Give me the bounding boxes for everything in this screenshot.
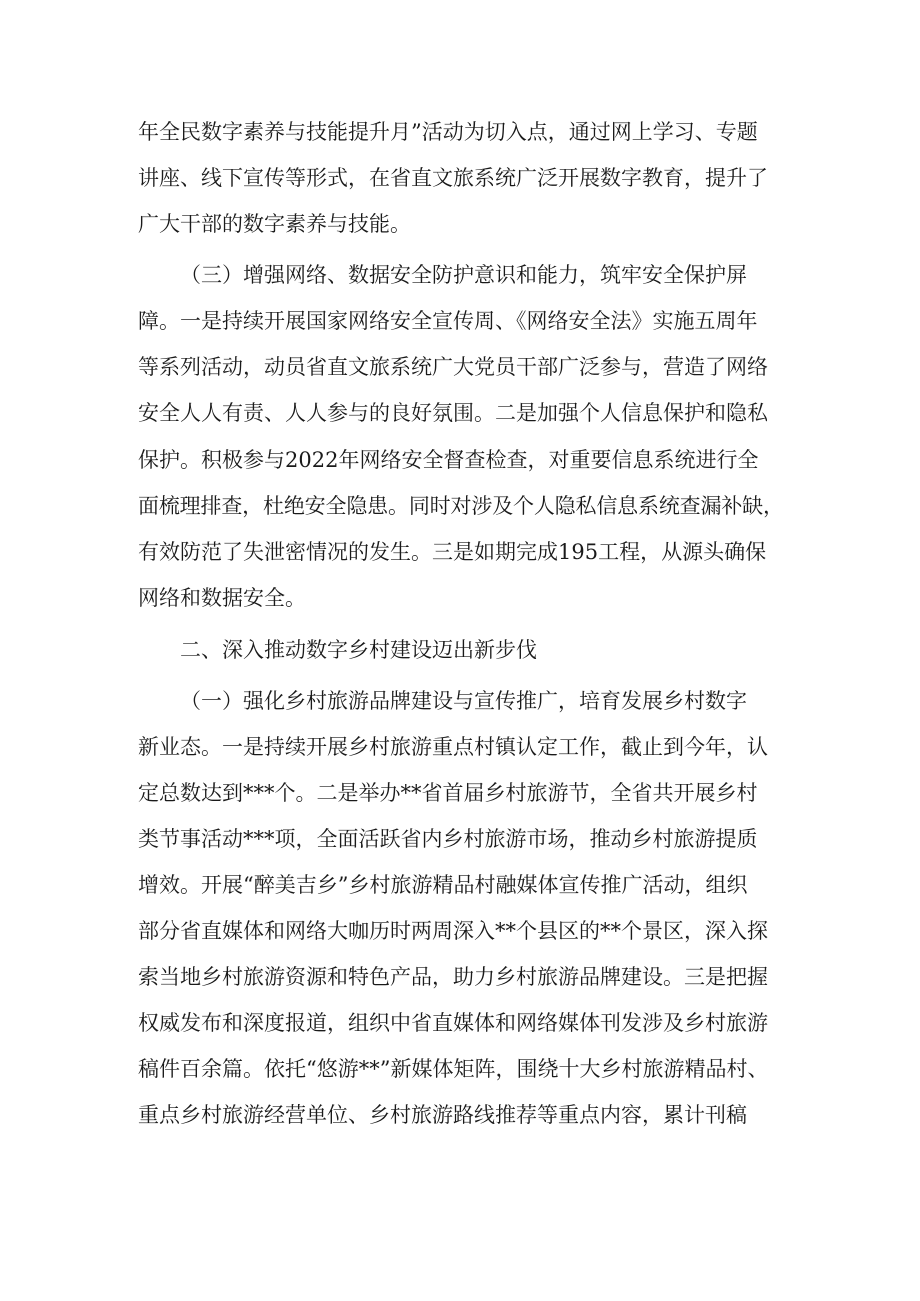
text-line-2: 讲座、线下宣传等形式，在省直文旅系统广泛开展数字教育，提升了 (138, 166, 768, 190)
text-line-8: 保护。积极参与2022年网络安全督查检查，对重要信息系统进行全 (138, 448, 759, 472)
subheading-line-1-1: （一）强化乡村旅游品牌建设与宣传推广，培育发展乡村数字 (180, 689, 747, 713)
text-line-11: 网络和数据安全。 (138, 586, 306, 610)
text-line-10: 有效防范了失泄密情况的发生。三是如期完成195工程，从源头确保 (138, 540, 767, 564)
section-heading-2: 二、深入推动数字乡村建设迈出新步伐 (180, 638, 537, 662)
text-line-6: 等系列活动，动员省直文旅系统广大党员干部广泛参与，营造了网络 (138, 355, 768, 379)
text-line-14: 新业态。一是持续开展乡村旅游重点村镇认定工作，截止到今年，认 (138, 735, 768, 759)
text-line-5: 障。一是持续开展国家网络安全宣传周、《网络安全法》实施五周年 (138, 309, 758, 333)
text-line-19: 索当地乡村旅游资源和特色产品，助力乡村旅游品牌建设。三是把握 (138, 965, 768, 989)
text-line-20: 权威发布和深度报道，组织中省直媒体和网络媒体刊发涉及乡村旅游 (138, 1011, 768, 1035)
text-line-7: 安全人人有责、人人参与的良好氛围。二是加强个人信息保护和隐私 (138, 401, 768, 425)
text-line-15: 定总数达到***个。二是举办**省首届乡村旅游节，全省共开展乡村 (138, 781, 758, 805)
text-line-1: 年全民数字素养与技能提升月”活动为切入点，通过网上学习、专题 (138, 120, 758, 144)
text-line-17: 增效。开展“醉美吉乡”乡村旅游精品村融媒体宣传推广活动，组织 (138, 873, 748, 897)
subheading-line-3-1: （三）增强网络、数据安全防护意识和能力，筑牢安全保护屏 (180, 263, 747, 287)
text-line-18: 部分省直媒体和网络大咖历时两周深入**个县区的**个景区，深入探 (138, 919, 768, 943)
text-line-3: 广大干部的数字素养与技能。 (138, 212, 411, 236)
text-line-16: 类节事活动***项，全面活跃省内乡村旅游市场，推动乡村旅游提质 (138, 827, 758, 851)
text-line-9: 面梳理排查，杜绝安全隐患。同时对涉及个人隐私信息系统查漏补缺， (138, 494, 784, 518)
text-line-22: 重点乡村旅游经营单位、乡村旅游路线推荐等重点内容，累计刊稿 (138, 1103, 747, 1127)
text-line-21: 稿件百余篇。依托“悠游**”新媒体矩阵，围绕十大乡村旅游精品村、 (138, 1057, 769, 1081)
